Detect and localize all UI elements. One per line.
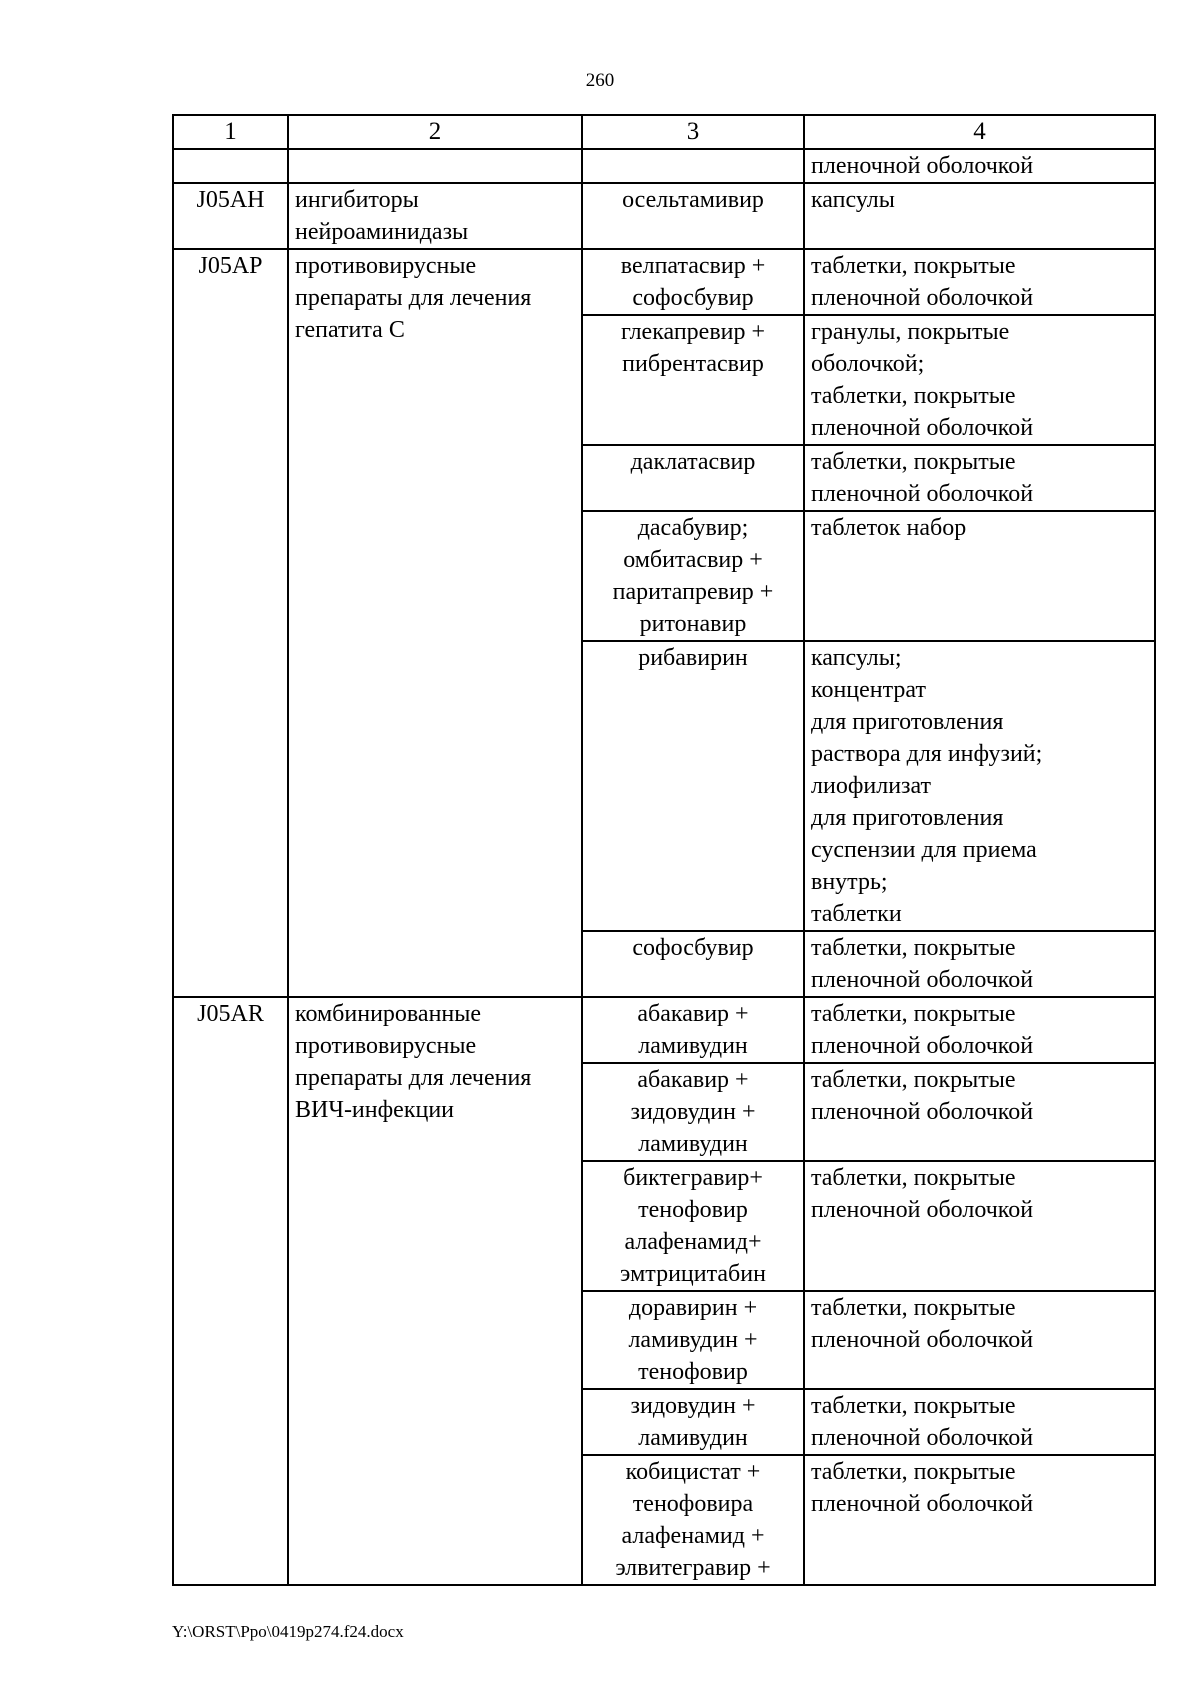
group-line: препараты для лечения	[295, 1065, 532, 1091]
form-cell	[804, 1063, 1155, 1161]
group-line: ВИЧ-инфекции	[295, 1097, 455, 1123]
form-line: таблетки, покрытые	[811, 1165, 1016, 1191]
drug-line: велпатасвир +	[620, 253, 766, 279]
form-line: суспензии для приема	[811, 837, 1037, 863]
group-cell	[288, 249, 582, 997]
form-line: пленочной оболочкой	[811, 1033, 1034, 1059]
form-cell	[804, 315, 1155, 445]
form-cell	[804, 1389, 1155, 1455]
drug-line: тенофовира	[632, 1491, 754, 1517]
form-line: таблетки, покрытые	[811, 1001, 1016, 1027]
group-line: ингибиторы	[295, 187, 419, 213]
form-line: пленочной оболочкой	[811, 1099, 1034, 1125]
drug-line: ритонавир	[639, 611, 747, 637]
header-cell-1: 1	[173, 115, 288, 149]
header-cell-3: 3	[582, 115, 804, 149]
form-line: капсулы	[811, 187, 895, 213]
drug-cell	[582, 183, 804, 249]
form-line: таблетки, покрытые	[811, 1393, 1016, 1419]
drug-line: ламивудин	[638, 1425, 748, 1451]
drug-line: доравирин +	[628, 1295, 758, 1321]
drug-cell	[582, 315, 804, 445]
drug-line: тенофовир	[638, 1197, 748, 1223]
form-cell	[804, 1291, 1155, 1389]
drug-line: алафенамид +	[621, 1523, 765, 1549]
drug-table-body	[173, 115, 1155, 1585]
form-line: таблетки, покрытые	[811, 253, 1016, 279]
drug-cell	[582, 1389, 804, 1455]
code-cell: J05AP	[173, 249, 288, 997]
drug-cell	[582, 249, 804, 315]
group-line: препараты для лечения	[295, 285, 532, 311]
form-line: таблетки, покрытые	[811, 1295, 1016, 1321]
drug-line: эмтрицитабин	[620, 1261, 766, 1287]
drug-line: элвитегравир +	[615, 1555, 771, 1581]
form-cell	[804, 249, 1155, 315]
header-cell-2: 2	[288, 115, 582, 149]
group-cell	[288, 149, 582, 183]
form-line: таблетки, покрытые	[811, 1459, 1016, 1485]
group-cell	[288, 997, 582, 1585]
drug-cell	[582, 997, 804, 1063]
form-cell	[804, 445, 1155, 511]
drug-line: софосбувир	[632, 285, 754, 311]
group-line: противовирусные	[295, 1033, 477, 1059]
page-number: 260	[585, 70, 615, 91]
drug-line: глекапревир +	[620, 319, 766, 345]
form-line: для приготовления	[811, 709, 1004, 735]
group-line: гепатита С	[295, 317, 405, 343]
drug-line: абакавир +	[637, 1001, 749, 1027]
drug-cell	[582, 1063, 804, 1161]
drug-line: кобицистат +	[625, 1459, 761, 1485]
group-cell	[288, 183, 582, 249]
form-cell	[804, 997, 1155, 1063]
code-cell	[173, 149, 288, 183]
drug-line: алафенамид+	[624, 1229, 762, 1255]
form-cell	[804, 931, 1155, 997]
form-line: таблетки	[811, 901, 902, 927]
header-cell-4: 4	[804, 115, 1155, 149]
table-row	[173, 149, 1155, 183]
drug-line: зидовудин +	[630, 1393, 756, 1419]
table-row	[173, 997, 1155, 1063]
table-row	[173, 249, 1155, 315]
form-line: оболочкой;	[811, 351, 925, 377]
drug-line: пибрентасвир	[622, 351, 764, 377]
form-line: пленочной оболочкой	[811, 153, 1034, 179]
drug-cell	[582, 445, 804, 511]
form-line: таблетки, покрытые	[811, 1067, 1016, 1093]
drug-line: ламивудин	[638, 1033, 748, 1059]
form-line: для приготовления	[811, 805, 1004, 831]
drug-line: ламивудин +	[628, 1327, 758, 1353]
form-cell	[804, 641, 1155, 931]
form-line: пленочной оболочкой	[811, 481, 1034, 507]
form-cell	[804, 183, 1155, 249]
drug-cell	[582, 1291, 804, 1389]
form-cell	[804, 511, 1155, 641]
footer-file-path: Y:\ORST\Ppo\0419p274.f24.docx	[172, 1622, 404, 1641]
form-line: таблетки, покрытые	[811, 383, 1016, 409]
drug-table	[172, 114, 1156, 1586]
drug-cell	[582, 1455, 804, 1585]
table-row	[173, 183, 1155, 249]
drug-line: ламивудин	[638, 1131, 748, 1157]
drug-cell	[582, 931, 804, 997]
code-cell: J05AR	[173, 997, 288, 1585]
drug-line: зидовудин +	[630, 1099, 756, 1125]
form-line: пленочной оболочкой	[811, 1197, 1034, 1223]
drug-line: софосбувир	[632, 935, 754, 961]
drug-cell	[582, 641, 804, 931]
form-line: пленочной оболочкой	[811, 1491, 1034, 1517]
form-line: капсулы;	[811, 645, 902, 671]
group-line: комбинированные	[295, 1001, 482, 1027]
drug-line: дасабувир;	[637, 515, 749, 541]
drug-cell	[582, 1161, 804, 1291]
form-line: концентрат	[811, 677, 926, 703]
form-line: пленочной оболочкой	[811, 415, 1034, 441]
form-line: пленочной оболочкой	[811, 1425, 1034, 1451]
header-row	[173, 115, 1155, 149]
form-cell	[804, 1161, 1155, 1291]
form-cell	[804, 149, 1155, 183]
drug-line: даклатасвир	[630, 449, 756, 475]
form-line: раствора для инфузий;	[811, 741, 1043, 767]
form-line: таблетки, покрытые	[811, 935, 1016, 961]
drug-cell	[582, 511, 804, 641]
form-line: гранулы, покрытые	[811, 319, 1010, 345]
form-line: таблеток набор	[811, 515, 967, 541]
drug-line: осельтамивир	[622, 187, 764, 213]
group-line: нейроаминидазы	[295, 219, 469, 245]
drug-cell	[582, 149, 804, 183]
form-line: пленочной оболочкой	[811, 285, 1034, 311]
group-line: противовирусные	[295, 253, 477, 279]
form-line: внутрь;	[811, 869, 888, 895]
drug-line: паритапревир +	[612, 579, 774, 605]
form-line: пленочной оболочкой	[811, 967, 1034, 993]
form-cell	[804, 1455, 1155, 1585]
form-line: лиофилизат	[811, 773, 932, 799]
drug-line: рибавирин	[638, 645, 748, 671]
drug-line: биктегравир+	[623, 1165, 763, 1191]
code-cell: J05AH	[173, 183, 288, 249]
form-line: таблетки, покрытые	[811, 449, 1016, 475]
drug-line: абакавир +	[637, 1067, 749, 1093]
drug-line: тенофовир	[638, 1359, 748, 1385]
drug-line: омбитасвир +	[623, 547, 763, 573]
form-line: пленочной оболочкой	[811, 1327, 1034, 1353]
